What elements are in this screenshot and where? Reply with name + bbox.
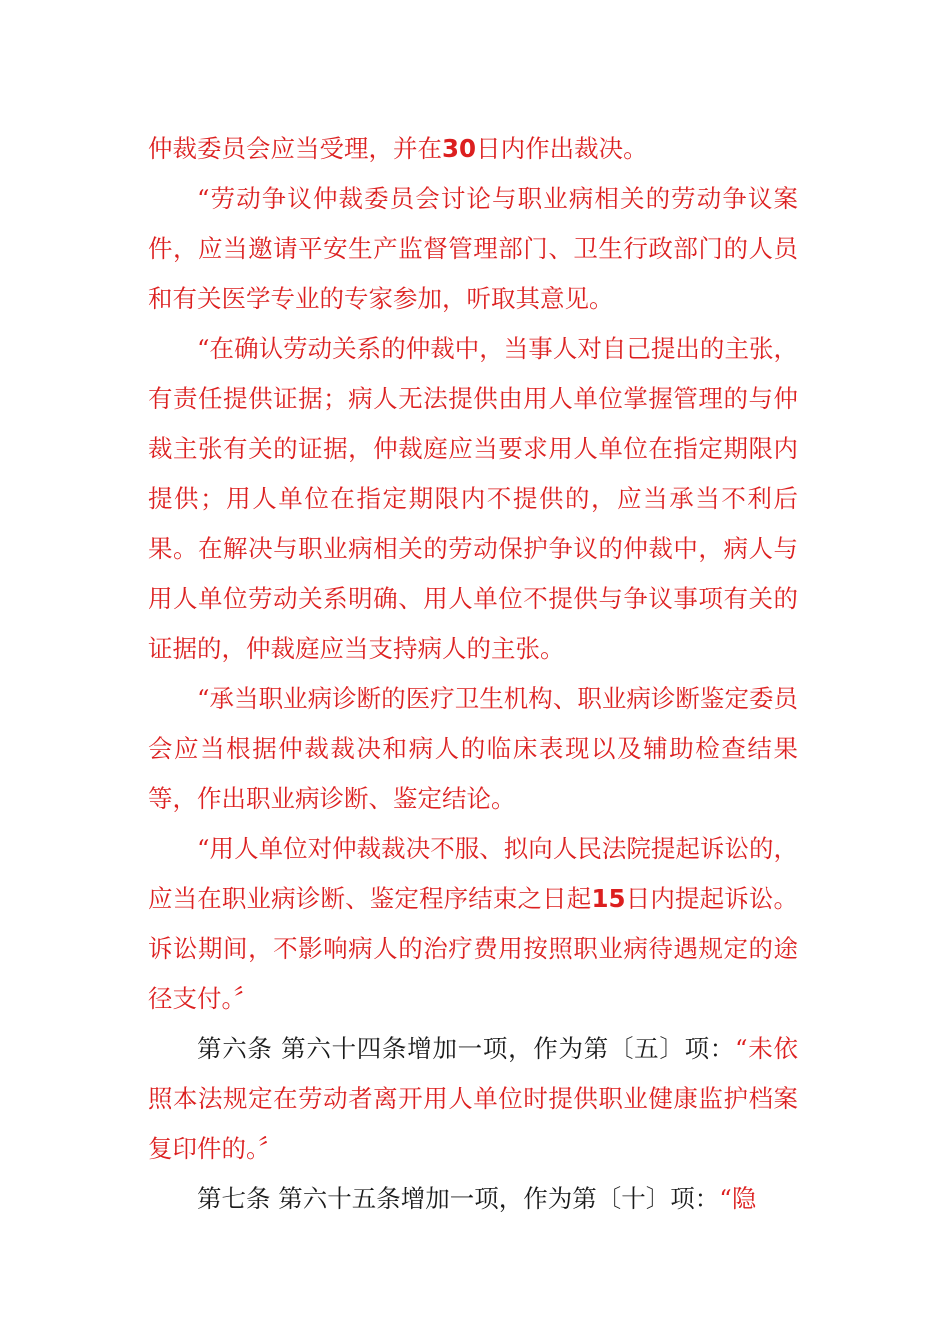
paragraph-1 [148, 124, 798, 174]
article-6-quote: “未依照本法规定在劳动者离开用人单位时提供职业健康监护档案复印件的。〞 [148, 1034, 798, 1163]
paragraph-1-number: 30 [442, 134, 477, 163]
article-6-label: 第六条 第六十四条增加一项，作为第〔五〕项： [197, 1034, 736, 1063]
article-7-quote: “隐 [719, 1184, 757, 1213]
document-body [148, 124, 798, 1224]
article-6 [148, 1024, 798, 1174]
paragraph-1-text-b: 日内作出裁决。 [476, 134, 648, 163]
paragraph-3: “在确认劳动关系的仲裁中，当事人对自己提出的主张，有责任提供证据；病人无法提供由用人单位掌握管理的与仲裁主张有关的证据，仲裁庭应当要求用人单位在指定期限内提供；用人单位在指定期限内不提供的，应当承当不利后果。在解决与职业病相关的劳动保护争议的仲裁中，病人与用人单位劳动关系明确、用人单位不提供与争议事项有关的证据的，仲裁庭应当支持病人的主张。 [148, 334, 798, 663]
paragraph-5-text-a: “用人单位对仲裁裁决不服、拟向人民法院提起诉讼的，应当在职业病诊断、鉴定程序结束之日起 [148, 834, 798, 913]
paragraph-5-number: 15 [591, 884, 626, 913]
article-7-label: 第七条 第六十五条增加一项，作为第〔十〕项： [197, 1184, 720, 1213]
article-7 [148, 1174, 798, 1224]
paragraph-5-text-b: 日内提起诉讼。诉讼期间，不影响病人的治疗费用按照职业病待遇规定的途径支付。〞 [148, 884, 799, 1013]
paragraph-2: “劳动争议仲裁委员会讨论与职业病相关的劳动争议案件，应当邀请平安生产监督管理部门、卫生行政部门的人员和有关医学专业的专家参加，听取其意见。 [148, 184, 798, 313]
paragraph-4: “承当职业病诊断的医疗卫生机构、职业病诊断鉴定委员会应当根据仲裁裁决和病人的临床表现以及辅助检查结果等，作出职业病诊断、鉴定结论。 [148, 684, 798, 813]
paragraph-1-text-a: 仲裁委员会应当受理，并在 [148, 134, 442, 163]
paragraph-5 [148, 824, 798, 1024]
